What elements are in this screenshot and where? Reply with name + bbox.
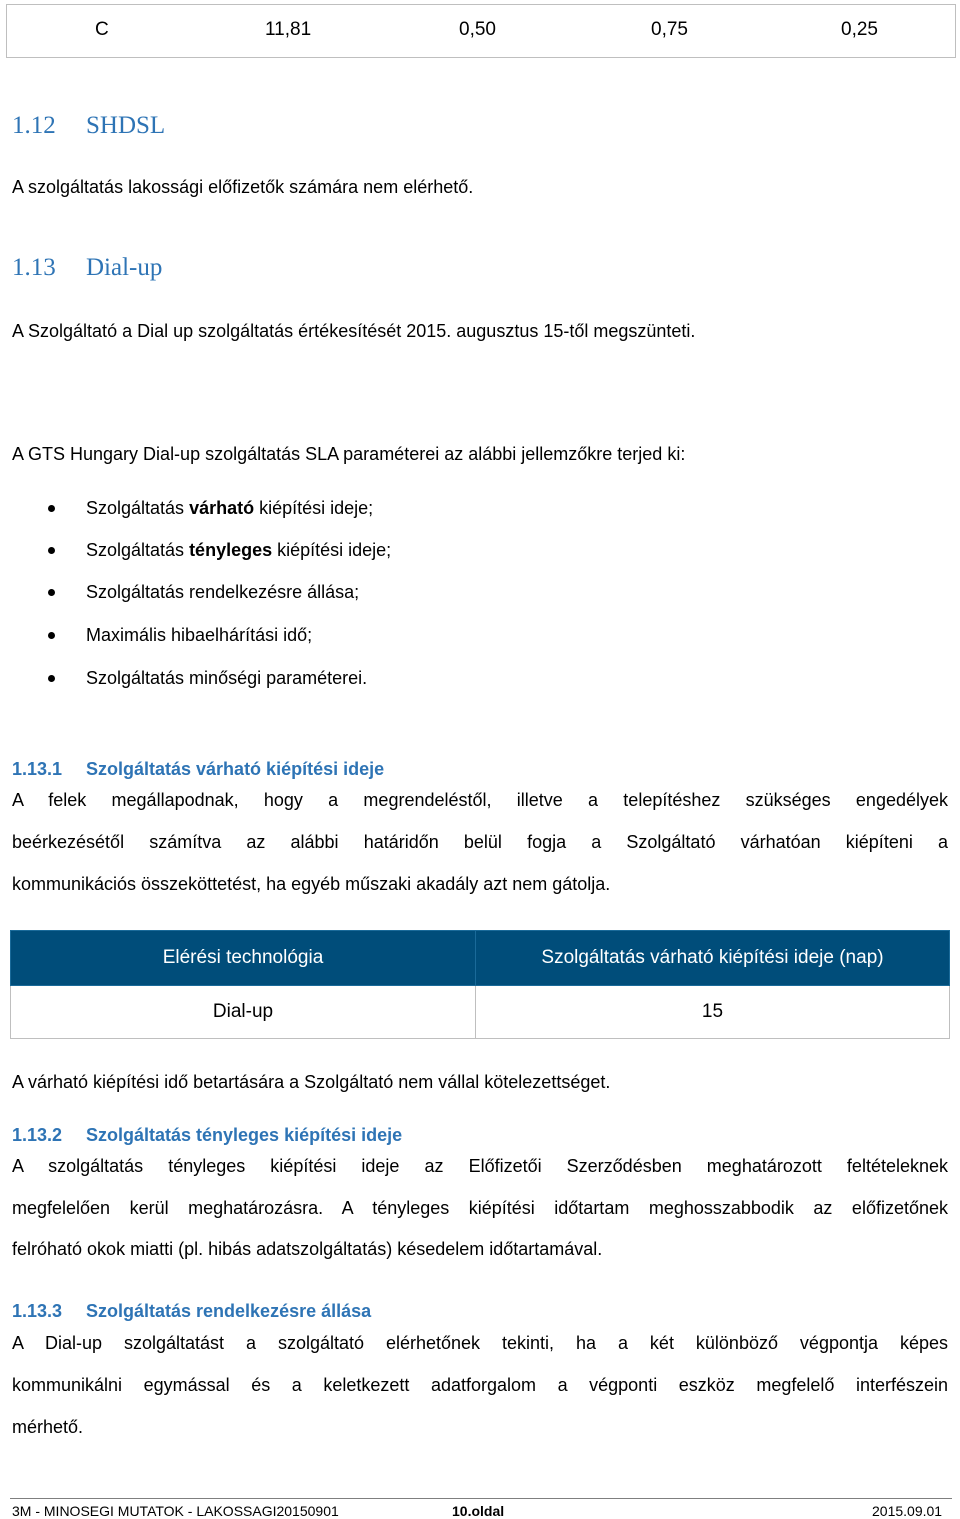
paragraph-line: A felek megállapodnak, hogy a megrendeléstől, illetve a telepítéshez szükséges engedélyek: [12, 790, 948, 810]
heading-title: Szolgáltatás tényleges kiépítési ideje: [86, 1125, 403, 1145]
cell-value-1: 11,81: [265, 19, 312, 40]
heading-number: 1.13: [12, 254, 56, 281]
heading-1-13-2: [12, 1125, 402, 1146]
paragraph-line: felróható okok miatti (pl. hibás adatszolgáltatás) késedelem időtartamával.: [12, 1239, 603, 1259]
paragraph-line: kommunikálni egymással és a keletkezett adatforgalom a végponti eszköz megfelelő interfészein: [12, 1375, 948, 1395]
cell-category: C: [95, 19, 109, 40]
paragraph-line: mérhető.: [12, 1417, 84, 1437]
table-header-row: [11, 931, 950, 986]
paragraph-dialup: A Szolgáltató a Dial up szolgáltatás értékesítését 2015. augusztus 15-től megszünteti.: [12, 321, 696, 341]
table-row: [11, 986, 950, 1039]
footer-page-number: 10.oldal: [452, 1503, 505, 1519]
heading-1-12: [12, 112, 165, 140]
heading-1-13-1: [12, 759, 384, 780]
paragraph-note: A várható kiépítési idő betartására a Szolgáltató nem vállal kötelezettséget.: [12, 1072, 611, 1092]
heading-title: Dial-up: [86, 254, 163, 281]
technology-table: [10, 930, 950, 1039]
table-cell: Dial-up: [11, 986, 476, 1039]
heading-title: Szolgáltatás rendelkezésre állása: [86, 1301, 372, 1321]
footer-date: 2015.09.01: [872, 1503, 943, 1519]
cell-value-2: 0,50: [459, 19, 496, 40]
heading-number: 1.13.1: [12, 759, 63, 779]
heading-number: 1.13.3: [12, 1301, 63, 1321]
paragraph-line: kommunikációs összeköttetést, ha egyéb műszaki akadály azt nem gátolja.: [12, 874, 611, 894]
column-header: Elérési technológia: [11, 931, 476, 986]
heading-number: 1.12: [12, 112, 56, 139]
heading-1-13-3: [12, 1301, 371, 1322]
paragraph-line: A Dial-up szolgáltatást a szolgáltató elérhetőnek tekinti, ha a két különböző végpontja képes: [12, 1333, 948, 1353]
paragraph-sla-intro: A GTS Hungary Dial-up szolgáltatás SLA paraméterei az alábbi jellemzőkre terjed ki:: [12, 444, 686, 464]
column-header: Szolgáltatás várható kiépítési ideje (nap): [476, 931, 950, 986]
paragraph-line: A szolgáltatás tényleges kiépítési ideje az Előfizetői Szerződésben meghatározott feltételeknek: [12, 1156, 948, 1176]
heading-1-13: [12, 254, 162, 282]
table-cell: 15: [476, 986, 950, 1039]
footer-divider: [10, 1498, 952, 1499]
heading-number: 1.13.2: [12, 1125, 63, 1145]
heading-title: Szolgáltatás várható kiépítési ideje: [86, 759, 385, 779]
paragraph-line: beérkezésétől számítva az alábbi határidőn belül fogja a Szolgáltató várhatóan kiépíteni a: [12, 832, 948, 852]
paragraph-shdsl: A szolgáltatás lakossági előfizetők számára nem elérhető.: [12, 177, 474, 197]
top-table-row: [6, 4, 956, 58]
cell-value-4: 0,25: [841, 19, 878, 40]
cell-value-3: 0,75: [651, 19, 688, 40]
paragraph-line: megfelelően kerül meghatározásra. A tényleges kiépítési időtartam meghosszabbodik az előfizetőnek: [12, 1198, 948, 1218]
heading-title: SHDSL: [86, 112, 166, 139]
footer-document-id: 3M - MINOSEGI MUTATOK - LAKOSSAGI20150901: [12, 1503, 339, 1519]
